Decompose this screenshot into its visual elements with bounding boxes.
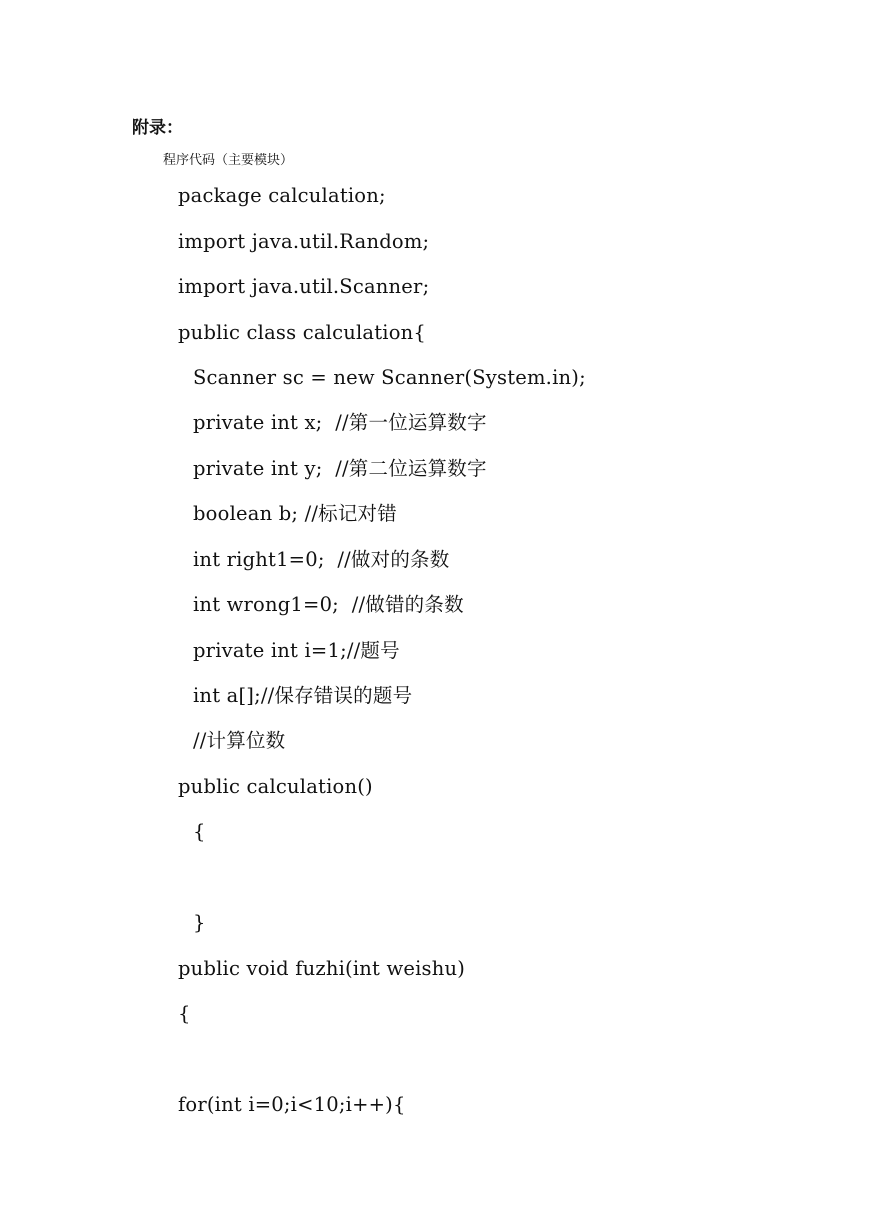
code-line: int right1=0; //做对的条数 xyxy=(193,548,450,571)
code-line: int wrong1=0; //做错的条数 xyxy=(193,593,464,616)
code-line: public class calculation{ xyxy=(178,321,427,344)
code-line: private int i=1;//题号 xyxy=(193,639,400,662)
code-line: import java.util.Scanner; xyxy=(178,275,430,298)
code-line: //计算位数 xyxy=(193,729,286,752)
appendix-heading: 附录： xyxy=(132,118,183,138)
code-line: int a[];//保存错误的题号 xyxy=(193,684,413,707)
code-line: for(int i=0;i<10;i++){ xyxy=(178,1093,406,1116)
code-line: private int x; //第一位运算数字 xyxy=(193,411,487,434)
code-line: } xyxy=(193,911,206,934)
code-line: public calculation() xyxy=(178,775,373,798)
code-section-subheading: 程序代码（主要模块） xyxy=(163,153,294,168)
code-line: boolean b; //标记对错 xyxy=(193,502,397,525)
code-line: private int y; //第二位运算数字 xyxy=(193,457,487,480)
code-line: { xyxy=(178,1002,191,1025)
code-line: package calculation; xyxy=(178,184,386,207)
code-line: { xyxy=(193,820,206,843)
code-line: import java.util.Random; xyxy=(178,230,430,253)
code-line: public void fuzhi(int weishu) xyxy=(178,957,466,980)
code-line: Scanner sc = new Scanner(System.in); xyxy=(193,366,586,389)
